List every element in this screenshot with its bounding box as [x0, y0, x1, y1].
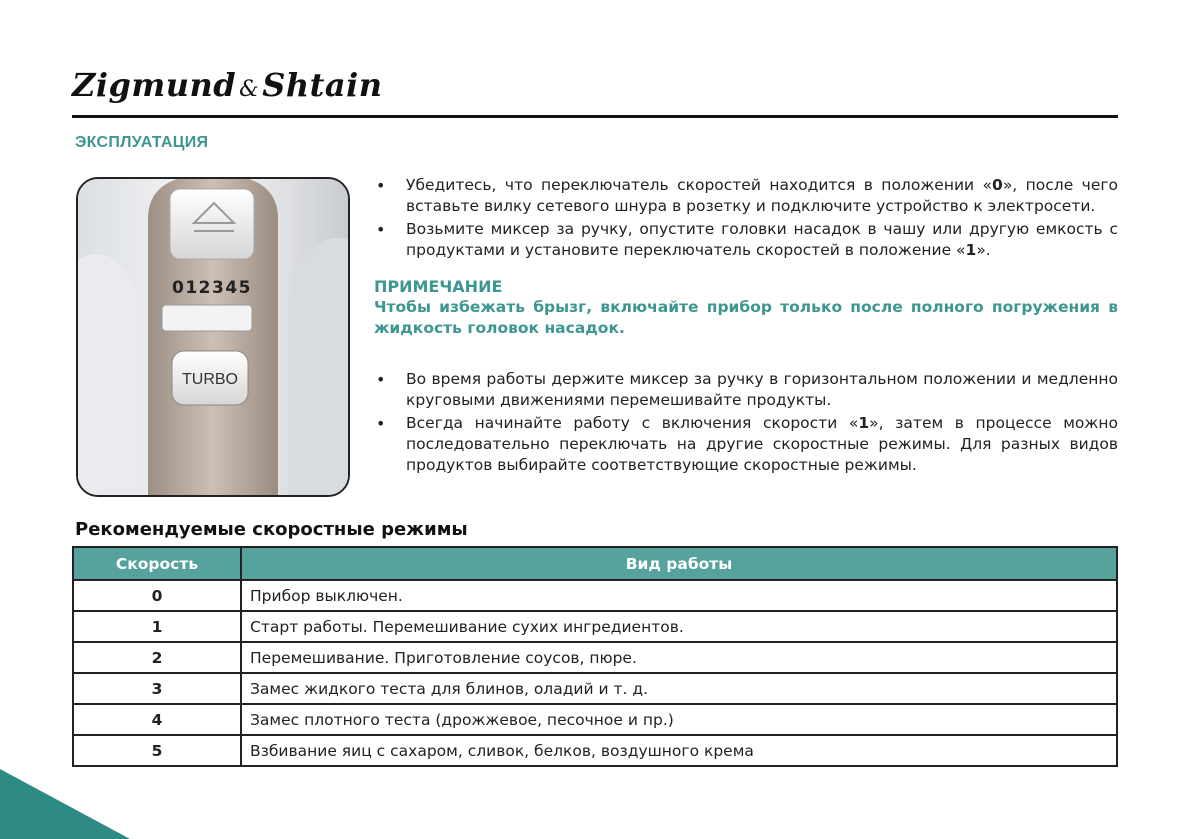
section-title: ЭКСПЛУАТАЦИЯ — [75, 134, 209, 151]
table-row: 1 Старт работы. Перемешивание сухих ингредиентов. — [73, 611, 1117, 642]
instructions — [374, 175, 1118, 478]
table-title: Рекомендуемые скоростные режимы — [75, 519, 468, 540]
turbo-label: TURBO — [182, 371, 238, 388]
note-body: Чтобы избежать брызг, включайте прибор только после полного погружения в жидкость головок насадок. — [374, 298, 1118, 337]
corner-decoration — [0, 769, 130, 839]
brand-amp: & — [239, 77, 260, 102]
header-work-type: Вид работы — [241, 547, 1117, 580]
list-item: • Убедитесь, что переключатель скоростей находится в положении «0», после чего вставьте вилку сетевого шнура в розетку и подключите устройство к электросети. — [374, 175, 1118, 217]
note-block — [374, 276, 1118, 339]
mixer-photo — [76, 177, 350, 497]
header-speed: Скорость — [73, 547, 241, 580]
speed-scale: 012345 — [172, 278, 252, 298]
table-row: 0 Прибор выключен. — [73, 580, 1117, 611]
list-item: • Возьмите миксер за ручку, опустите головки насадок в чашу или другую емкость с продуктами и установите переключатель скоростей в положение «1». — [374, 219, 1118, 261]
table-row: 3 Замес жидкого теста для блинов, оладий и т. д. — [73, 673, 1117, 704]
list-item: • Во время работы держите миксер за ручку в горизонтальном положении и медленно круговыми движениями перемешивайте продукты. — [374, 369, 1118, 411]
list-item: • Всегда начинайте работу с включения скорости «1», затем в процессе можно последовательно переключать на другие скоростные режимы. Для разных видов продуктов выбирайте соответствующие скоростные режимы. — [374, 413, 1118, 476]
brand-logo — [72, 66, 383, 104]
speed-table — [72, 546, 1118, 767]
bullets-top — [374, 175, 1118, 261]
note-title: ПРИМЕЧАНИЕ — [374, 277, 503, 296]
table-row: 5 Взбивание яиц с сахаром, сливок, белков, воздушного крема — [73, 735, 1117, 766]
brand-left: Zigmund — [72, 66, 237, 104]
table-row: 2 Перемешивание. Приготовление соусов, пюре. — [73, 642, 1117, 673]
table-row: 4 Замес плотного теста (дрожжевое, песочное и пр.) — [73, 704, 1117, 735]
header-rule — [72, 115, 1118, 118]
bullets-bottom — [374, 369, 1118, 476]
mixer-illustration — [78, 179, 348, 495]
brand-right: Shtain — [262, 66, 383, 104]
